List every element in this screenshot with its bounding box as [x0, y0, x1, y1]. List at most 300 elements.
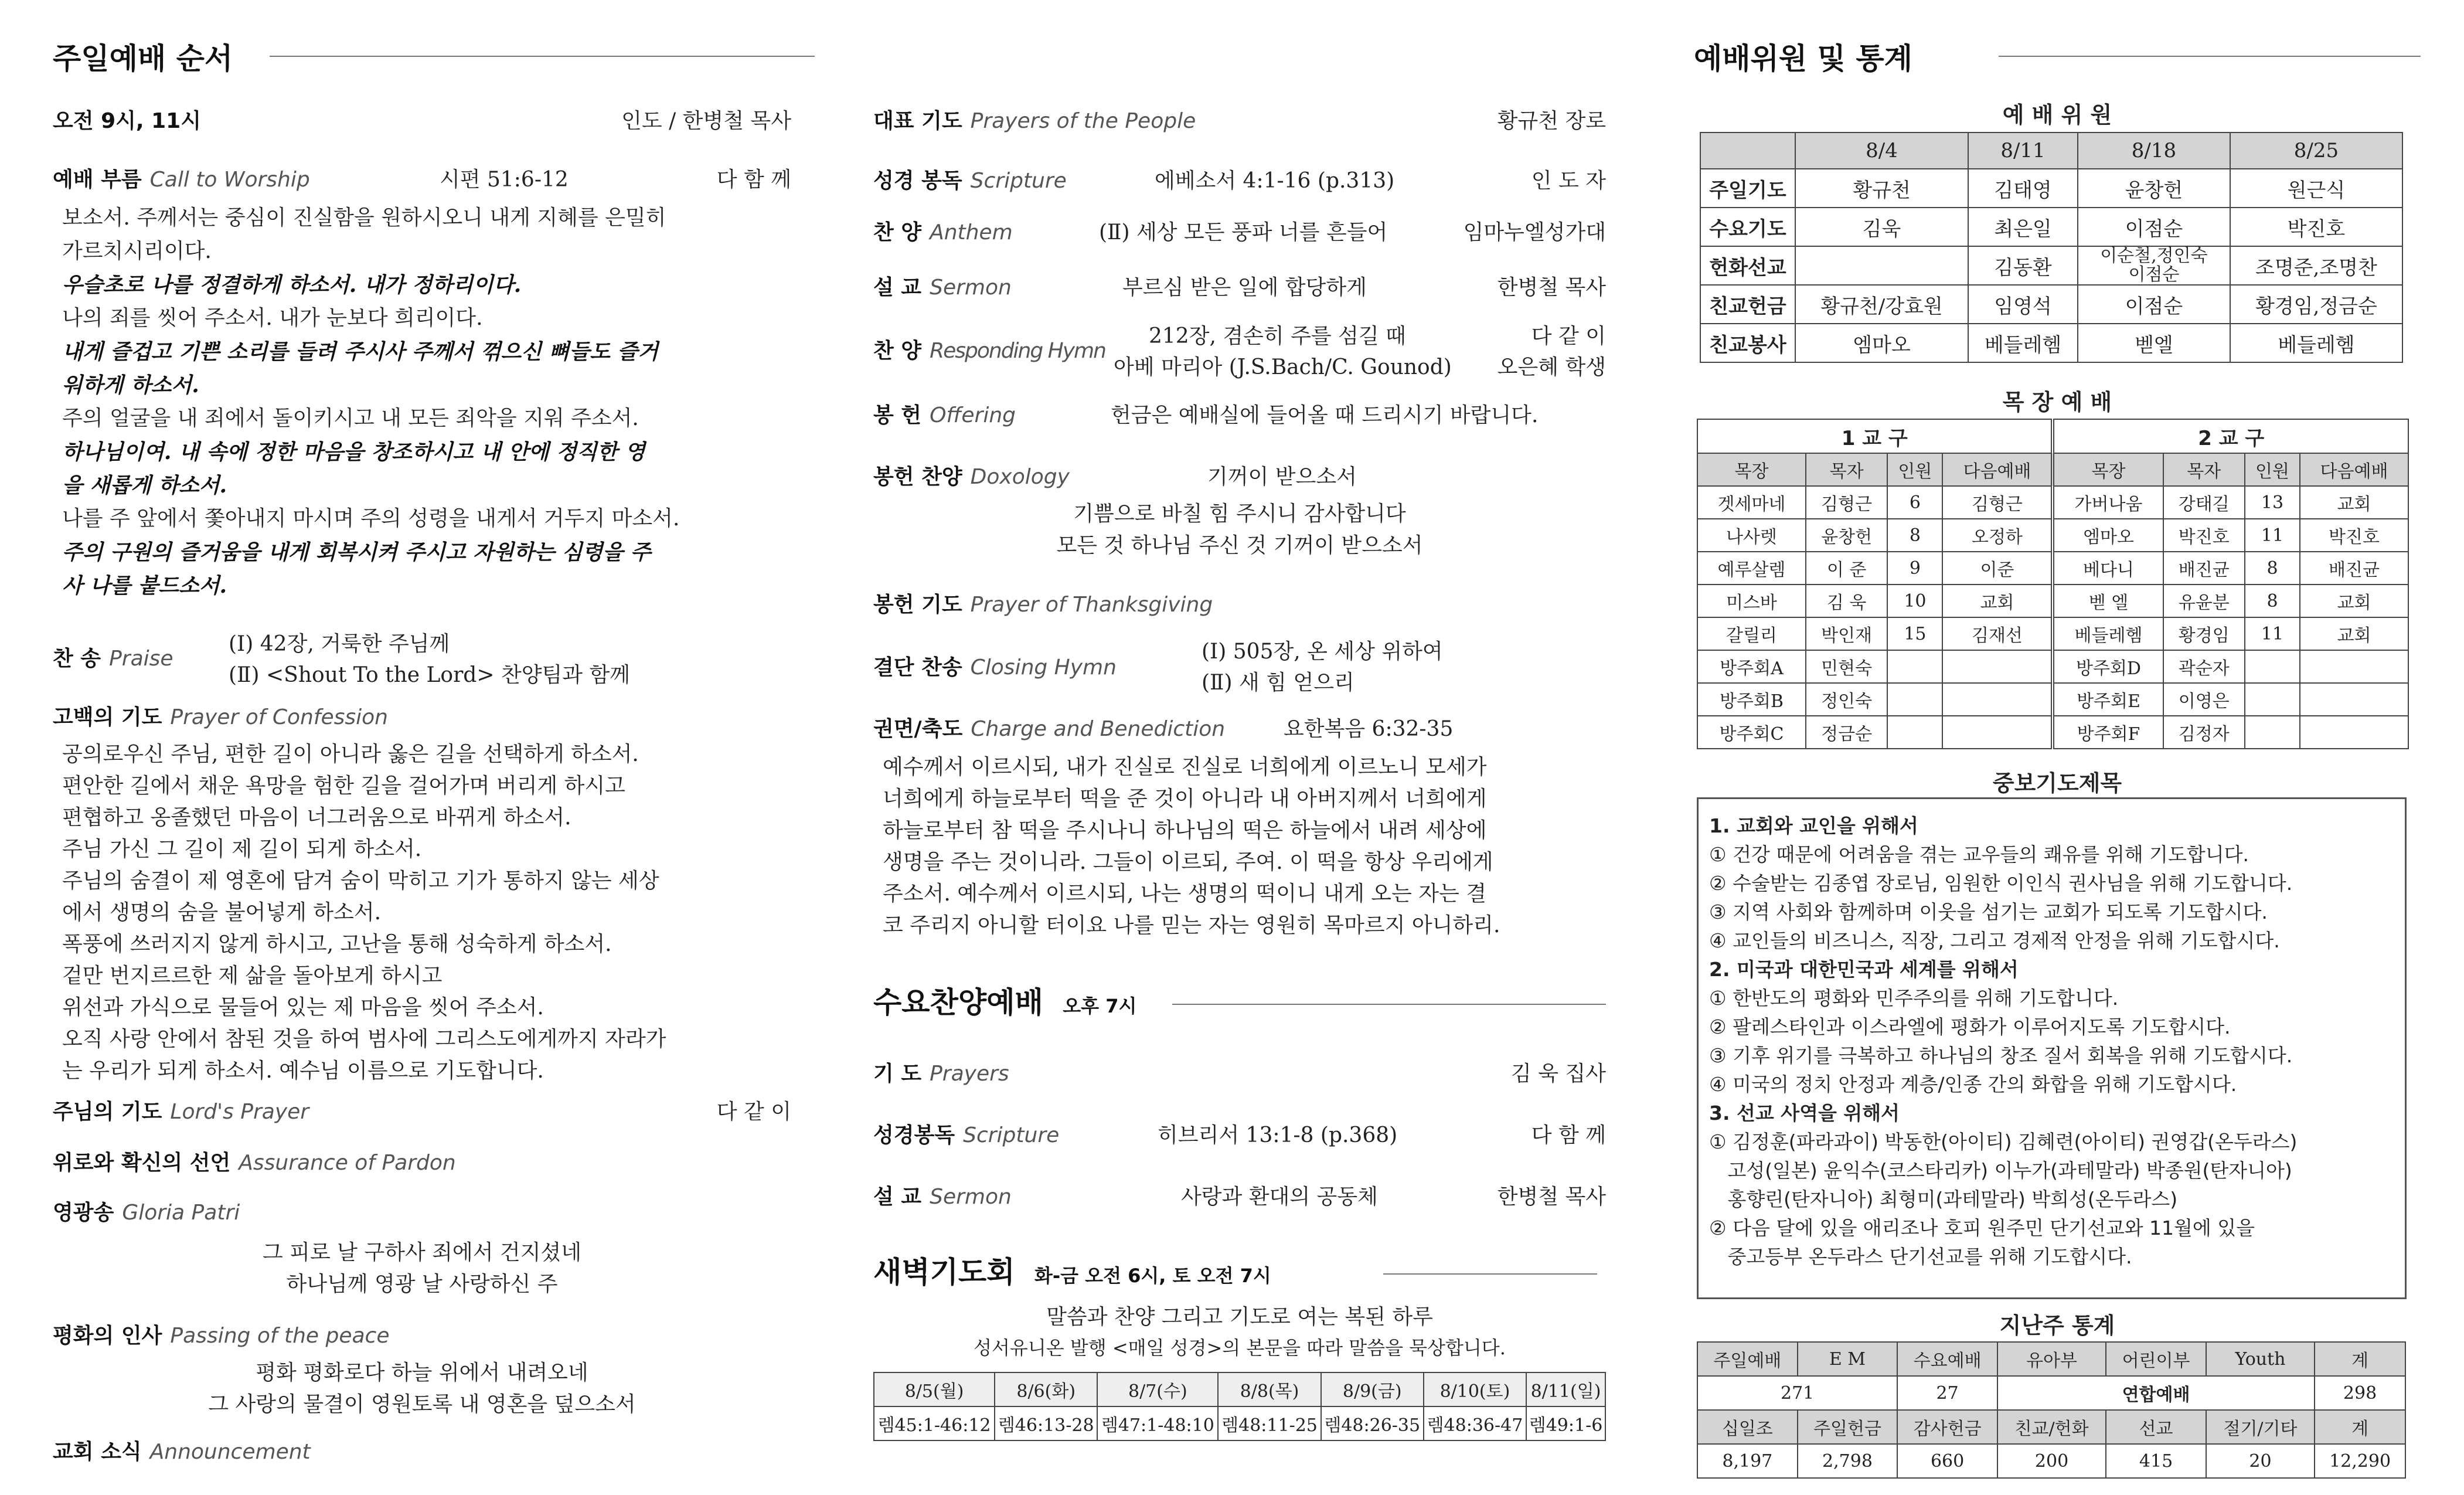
cell-value: 정인숙 [1806, 683, 1887, 716]
intercession-item: ② 팔레스타인과 이스라엘에 평화가 이루어지도록 기도합시다. [1709, 1015, 2231, 1038]
committee-role: 친교봉사 [1700, 324, 1795, 362]
thanksgiving-row [873, 588, 1606, 618]
committee-row [1700, 285, 2402, 324]
anthem-row [873, 216, 1606, 246]
wed-prayer-who: 김 욱 집사 [1511, 1062, 1606, 1086]
cell-value: 배진균 [2300, 552, 2408, 585]
scripture-label: 성경 봉독 [873, 169, 962, 193]
cell-value: 8 [1887, 519, 1942, 552]
cell-value [1887, 683, 1942, 716]
dawn-rule [1383, 1273, 1597, 1275]
stats-header: 절기/기타 [2206, 1410, 2315, 1444]
confession-line: 폭풍에 쓰러지지 않게 하시고, 고난을 통해 성숙하게 하소서. [62, 932, 612, 956]
committee-role: 헌화선교 [1700, 246, 1795, 285]
cell-header: 다음예배 [2300, 453, 2408, 486]
cell-value: 방주회D [2053, 650, 2163, 683]
cell-table [1697, 419, 2409, 749]
dawn-days-row [874, 1372, 1605, 1406]
cell-value: 김정자 [2163, 716, 2245, 749]
peace-line-2: 그 사랑의 물결이 영원토록 내 영혼을 덮으소서 [208, 1392, 636, 1416]
wed-sermon-en: Sermon [930, 1185, 1012, 1209]
john-line: 하늘로부터 참 떡을 주시나니 하나님의 떡은 하늘에서 내려 세상에 [883, 818, 1487, 842]
psalm-line: 보소서. 주께서는 중심이 진실함을 원하시오니 내게 지혜를 은밀히 [62, 206, 666, 230]
cell-value: 방주회A [1697, 650, 1806, 683]
cell-value: 미스바 [1697, 585, 1806, 617]
cell-value: 배진균 [2163, 552, 2245, 585]
dawn-title-row [873, 1249, 1271, 1291]
cell-value: 김형근 [1806, 486, 1887, 519]
right-title-rule [1999, 56, 2421, 57]
cell-value [1942, 716, 2053, 749]
cell-value [1942, 650, 2053, 683]
cell-row [1697, 486, 2408, 519]
dawn-ref-cell: 렘47:1-48:10 [1097, 1406, 1218, 1440]
committee-cell: 박진호 [2230, 208, 2402, 246]
sermon-title: 부르심 받은 일에 합당하게 [1122, 276, 1367, 300]
cell-value [2300, 650, 2408, 683]
stats-joint: 연합예배 [1997, 1376, 2315, 1410]
cell-value: 방주회B [1697, 683, 1806, 716]
intercession-item: ① 한반도의 평화와 민주주의를 위해 기도합니다. [1709, 987, 2119, 1010]
gloria-label: 영광송 [53, 1201, 114, 1225]
intercession-heading: 1. 교회와 교인을 위해서 [1709, 814, 1918, 837]
stats-wed: 27 [1897, 1376, 1997, 1410]
cell-value [1887, 650, 1942, 683]
peace-label: 평화의 인사 [53, 1324, 162, 1348]
confession-line: 주님의 숨결이 제 영혼에 담겨 숨이 막히고 기가 통하지 않는 세상 [62, 869, 659, 893]
thanksgiving-en: Prayer of Thanksgiving [970, 593, 1213, 617]
john-line: 주소서. 예수께서 이르시되, 나는 생명의 떡이니 내게 오는 자는 결 [883, 882, 1487, 906]
closing-en: Closing Hymn [970, 655, 1117, 679]
people-prayer-who: 황규천 장로 [1497, 109, 1606, 133]
lords-prayer-en: Lord's Prayer [170, 1100, 309, 1124]
wed-sermon-row [873, 1180, 1606, 1210]
call-ref: 시편 51:6-12 [440, 168, 569, 192]
anthem-en: Anthem [930, 220, 1013, 244]
wed-scripture-row [873, 1119, 1606, 1149]
closing-label: 결단 찬송 [873, 655, 962, 679]
dawn-day-cell: 8/10(토) [1424, 1372, 1526, 1406]
confession-line: 는 우리가 되게 하소서. 예수님 이름으로 기도합니다. [62, 1059, 544, 1083]
committee-cell: 이점순 [2078, 285, 2230, 324]
stats-value: 8,197 [1697, 1444, 1798, 1478]
dawn-line-1: 말씀과 찬양 그리고 기도로 여는 복된 하루 [1046, 1305, 1433, 1329]
cell-value: 박진호 [2163, 519, 2245, 552]
cell-value [2300, 683, 2408, 716]
intercession-item: 중고등부 온두라스 단기선교를 위해 기도합시다. [1709, 1245, 2132, 1268]
wed-title: 수요찬양예배 [873, 986, 1043, 1020]
people-prayer-label: 대표 기도 [873, 109, 962, 133]
cell-value: 김 욱 [1806, 585, 1887, 617]
right-column [1694, 29, 2421, 1472]
cell-value: 오정하 [1942, 519, 2053, 552]
intercession-item: ② 수술받는 김종엽 장로님, 임원한 이인식 권사님을 위해 기도합니다. [1709, 872, 2293, 895]
cell-value: 겟세마네 [1697, 486, 1806, 519]
cell-value [2245, 683, 2300, 716]
thanksgiving-label: 봉헌 기도 [873, 593, 962, 617]
cell-group-row [1697, 419, 2408, 453]
dawn-ref-cell: 렘48:36-47 [1424, 1406, 1526, 1440]
committee-cell: 베들레헴 [1968, 324, 2078, 362]
sermon-row [873, 271, 1606, 301]
doxology-row [873, 460, 1606, 490]
dawn-ref-cell: 렘45:1-46:12 [874, 1406, 995, 1440]
committee-header-row [1700, 132, 2402, 169]
charge-row [873, 712, 1606, 742]
wed-rule [1172, 1004, 1606, 1005]
committee-cell: 최은일 [1968, 208, 2078, 246]
psalm-line: 우슬초로 나를 정결하게 하소서. 내가 정하리이다. [62, 273, 522, 297]
anthem-label: 찬 양 [873, 220, 922, 244]
cell-value: 이 준 [1806, 552, 1887, 585]
page-title: 주일예배 순서 [53, 42, 233, 76]
psalm-line: 내게 즐겁고 기쁜 소리를 들려 주시사 주께서 꺾으신 뼈들도 즐거 [62, 339, 658, 364]
stats-value: 415 [2106, 1444, 2206, 1478]
committee-cell: 황규천/강효원 [1795, 285, 1968, 324]
dawn-day-cell: 8/7(수) [1097, 1372, 1218, 1406]
cell-row [1697, 552, 2408, 585]
intercession-heading: 3. 선교 사역을 위해서 [1709, 1102, 1900, 1124]
service-time-row [53, 104, 791, 134]
dawn-day-cell: 8/9(금) [1321, 1372, 1424, 1406]
cell-value [2245, 716, 2300, 749]
cell-header: 인원 [2245, 453, 2300, 486]
stats-value: 20 [2206, 1444, 2315, 1478]
responding-who-1: 다 같 이 [1531, 324, 1606, 348]
sermon-en: Sermon [930, 276, 1012, 300]
dawn-refs-row [874, 1406, 1605, 1440]
dawn-ref-cell: 렘48:11-25 [1218, 1406, 1321, 1440]
committee-cell: 김태영 [1968, 169, 2078, 208]
offering-label: 봉 헌 [873, 403, 922, 427]
announce-label: 교회 소식 [53, 1440, 142, 1464]
cell-value: 8 [2245, 585, 2300, 617]
stats-header-row-2 [1697, 1410, 2405, 1444]
sermon-label: 설 교 [873, 276, 922, 300]
stats-header: 십일조 [1697, 1410, 1798, 1444]
intercession-item: ④ 미국의 정치 안정과 계층/인종 간의 화합을 위해 기도합시다. [1709, 1073, 2237, 1096]
stats-row-2 [1697, 1444, 2405, 1478]
cell-row [1697, 650, 2408, 683]
cell-value: 예루살렘 [1697, 552, 1806, 585]
committee-role: 친교헌금 [1700, 285, 1795, 324]
assurance-en: Assurance of Pardon [239, 1151, 456, 1175]
cell-row [1697, 617, 2408, 650]
cell-value: 교회 [2300, 617, 2408, 650]
stats-header: 계 [2315, 1410, 2405, 1444]
lords-prayer-who: 다 같 이 [716, 1100, 791, 1124]
dawn-line-2: 성서유니온 발행 <매일 성경>의 본문을 따라 말씀을 묵상합니다. [974, 1337, 1506, 1359]
stats-title: 지난주 통계 [1999, 1313, 2115, 1338]
cell-value: 민현숙 [1806, 650, 1887, 683]
scripture-row [873, 164, 1606, 194]
wed-time: 오후 7시 [1063, 995, 1137, 1017]
cell-header: 목자 [1806, 453, 1887, 486]
intercession-title: 중보기도제목 [1992, 770, 2122, 796]
committee-cell: 원근식 [2230, 169, 2402, 208]
sermon-who: 한병철 목사 [1497, 276, 1606, 300]
confession-label: 고백의 기도 [53, 705, 162, 729]
cell-value: 갈릴리 [1697, 617, 1806, 650]
intercession-item: 홍향린(탄자니아) 최형미(과테말라) 박희성(온두라스) [1709, 1188, 2178, 1211]
group-1: 1 교 구 [1697, 419, 2053, 453]
assurance-label: 위로와 확신의 선언 [53, 1151, 231, 1175]
stats-header-row-1 [1697, 1342, 2405, 1376]
psalm-line: 을 새롭게 하소서. [62, 473, 227, 498]
wed-prayer-en: Prayers [930, 1062, 1009, 1086]
wed-title-row [873, 979, 1136, 1021]
committee-row [1700, 208, 2402, 246]
stats-header: 유아부 [1997, 1342, 2106, 1376]
dawn-ref-cell: 렘46:13-28 [995, 1406, 1097, 1440]
cell-value: 김형근 [1942, 486, 2053, 519]
confession-line: 편안한 길에서 채운 욕망을 험한 길을 걸어가며 버리게 하시고 [62, 774, 625, 798]
lords-prayer-label: 주님의 기도 [53, 1100, 162, 1124]
wed-sermon-title: 사랑과 환대의 공동체 [1181, 1185, 1378, 1209]
committee-title: 예 배 위 원 [2002, 102, 2112, 128]
call-label: 예배 부름 [53, 168, 142, 192]
committee-cell: 엠마오 [1795, 324, 1968, 362]
service-time: 오전 9시, 11시 [53, 109, 201, 133]
praise-line-1: (Ⅰ) 42장, 거룩한 주님께 [229, 632, 450, 656]
john-line: 너희에게 하늘로부터 떡을 준 것이 아니라 내 아버지께서 너희에게 [883, 787, 1487, 811]
cell-header: 목자 [2163, 453, 2245, 486]
people-prayer-row [873, 104, 1606, 134]
committee-row [1700, 169, 2402, 208]
stats-header: 수요예배 [1897, 1342, 1997, 1376]
cell-row [1697, 683, 2408, 716]
cell-value: 교회 [2300, 585, 2408, 617]
anthem-title: (Ⅱ) 세상 모든 풍파 너를 흔들어 [1099, 220, 1388, 244]
confession-line: 위선과 가식으로 물들어 있는 제 마음을 씻어 주소서. [62, 995, 544, 1020]
stats-header: 친교/헌화 [1997, 1410, 2106, 1444]
cell-value: 윤창헌 [1806, 519, 1887, 552]
stats-header: 계 [2315, 1342, 2405, 1376]
cell-value: 박인재 [1806, 617, 1887, 650]
cell-value: 방주회F [2053, 716, 2163, 749]
dawn-ref-cell: 렘48:26-35 [1321, 1406, 1424, 1440]
dawn-title: 새벽기도회 [873, 1255, 1015, 1289]
cell-value: 박진호 [2300, 519, 2408, 552]
committee-cell: 김욱 [1795, 208, 1968, 246]
john-line: 생명을 주는 것이니라. 그들이 이르되, 주여. 이 떡을 항상 우리에게 [883, 850, 1493, 874]
offering-row [873, 399, 1606, 429]
committee-cell: 황규천 [1795, 169, 1968, 208]
assurance-row [53, 1146, 791, 1176]
doxology-line-1: 기쁨으로 바칠 힘 주시니 감사합니다 [1073, 502, 1406, 526]
cell-row [1697, 585, 2408, 617]
cell-value: 가버나움 [2053, 486, 2163, 519]
committee-corner [1700, 132, 1795, 169]
cell-value: 이영은 [2163, 683, 2245, 716]
wed-scripture-en: Scripture [963, 1123, 1060, 1147]
wed-prayer-row [873, 1057, 1606, 1087]
cell-value: 6 [1887, 486, 1942, 519]
closing-line-1: (Ⅰ) 505장, 온 세상 위하여 [1202, 640, 1443, 664]
announce-en: Announcement [149, 1440, 311, 1464]
charge-en: Charge and Benediction [971, 717, 1226, 741]
cell-value: 교회 [1942, 585, 2053, 617]
cell-value: 베다니 [2053, 552, 2163, 585]
scripture-who: 인 도 자 [1531, 169, 1606, 193]
committee-cell: 조명준,조명찬 [2230, 246, 2402, 285]
stats-header: E M [1798, 1342, 1898, 1376]
left-column [53, 29, 791, 1472]
cell-value: 황경임 [2163, 617, 2245, 650]
stats-value: 12,290 [2315, 1444, 2405, 1478]
committee-cell: 윤창헌 [2078, 169, 2230, 208]
intercession-item: ④ 교인들의 비즈니스, 직장, 그리고 경제적 안정을 위해 기도합시다. [1709, 929, 2280, 952]
doxology-label: 봉헌 찬양 [873, 465, 962, 489]
cell-value: 김재선 [1942, 617, 2053, 650]
closing-line-2: (Ⅱ) 새 힘 얻으리 [1202, 671, 1354, 695]
announce-row [53, 1435, 791, 1465]
doxology-title: 기꺼이 받으소서 [1207, 465, 1357, 489]
cell-row [1697, 716, 2408, 749]
psalm-line: 가르치시리이다. [62, 239, 212, 263]
intercession-heading: 2. 미국과 대한민국과 세계를 위해서 [1709, 958, 2019, 981]
psalm-line: 주의 얼굴을 내 죄에서 돌이키시고 내 모든 죄악을 지워 주소서. [62, 406, 639, 430]
committee-row [1700, 246, 2402, 285]
dawn-day-cell: 8/5(월) [874, 1372, 995, 1406]
responding-who-2: 오은혜 학생 [1497, 355, 1606, 379]
wed-sermon-who: 한병철 목사 [1497, 1185, 1606, 1209]
responding-line-1: 212장, 겸손히 주를 섬길 때 [1149, 324, 1406, 348]
committee-role: 주일기도 [1700, 169, 1795, 208]
intercession-item: 고성(일본) 윤익수(코스타리카) 이누가(과테말라) 박종원(탄자니아) [1709, 1159, 2292, 1182]
cell-value: 나사렛 [1697, 519, 1806, 552]
stats-value: 200 [1997, 1444, 2106, 1478]
wed-sermon-label: 설 교 [873, 1185, 922, 1209]
lords-prayer-row [53, 1095, 791, 1125]
psalm-line: 사 나를 붙드소서. [62, 573, 227, 598]
stats-value: 2,798 [1798, 1444, 1898, 1478]
dawn-table [873, 1372, 1606, 1441]
committee-cell: 황경임,정금순 [2230, 285, 2402, 324]
cell-header: 인원 [1887, 453, 1942, 486]
committee-cell [1795, 246, 1968, 285]
call-to-worship-row [53, 163, 791, 193]
confession-line: 겉만 번지르르한 제 삶을 돌아보게 하시고 [62, 964, 443, 988]
stats-total: 298 [2315, 1376, 2405, 1410]
wed-prayer-label: 기 도 [873, 1062, 922, 1086]
stats-header: Youth [2206, 1342, 2315, 1376]
committee-cell: 이순철,정인숙 이점순 [2078, 246, 2230, 285]
group-2: 2 교 구 [2053, 419, 2408, 453]
cell-value: 정금순 [1806, 716, 1887, 749]
cell-value: 유윤분 [2163, 585, 2245, 617]
offering-en: Offering [930, 403, 1016, 427]
confession-line: 편협하고 옹졸했던 마음이 너그러움으로 바뀌게 하소서. [62, 806, 571, 830]
middle-column [873, 29, 1606, 1472]
gloria-row [53, 1196, 791, 1226]
cell-value: 엠마오 [2053, 519, 2163, 552]
gloria-line-1: 그 피로 날 구하사 죄에서 건지셨네 [262, 1241, 582, 1265]
confession-row [53, 701, 791, 730]
cell-value: 8 [2245, 552, 2300, 585]
committee-role: 수요기도 [1700, 208, 1795, 246]
confession-line: 주님 가신 그 길이 제 길이 되게 하소서. [62, 837, 422, 861]
cell-value: 곽순자 [2163, 650, 2245, 683]
confession-en: Prayer of Confession [170, 705, 388, 729]
peace-line-1: 평화 평화로다 하늘 위에서 내려오네 [256, 1361, 588, 1385]
stats-value: 660 [1897, 1444, 1997, 1478]
wed-scripture-who: 다 함 께 [1531, 1123, 1606, 1147]
cell-value: 13 [2245, 486, 2300, 519]
committee-date: 8/4 [1795, 132, 1968, 169]
psalm-line: 워하게 하소서. [62, 373, 199, 397]
cell-value [2245, 650, 2300, 683]
stats-table [1697, 1341, 2406, 1479]
scripture-ref: 에베소서 4:1-16 (p.313) [1155, 169, 1395, 193]
cell-row [1697, 519, 2408, 552]
committee-date: 8/18 [2078, 132, 2230, 169]
responding-label: 찬 양 [873, 339, 922, 363]
charge-label: 권면/축도 [873, 717, 963, 741]
doxology-en: Doxology [970, 465, 1070, 489]
psalm-line: 나의 죄를 씻어 주소서. 내가 눈보다 희리이다. [62, 306, 483, 330]
responding-line-2: 아베 마리아 (J.S.Bach/C. Gounod) [1114, 355, 1452, 379]
cell-value [2300, 716, 2408, 749]
stats-header: 어린이부 [2106, 1342, 2206, 1376]
gloria-en: Gloria Patri [122, 1201, 240, 1225]
psalm-line: 주의 구원의 즐거움을 내게 회복시켜 주시고 자원하는 심령을 주 [62, 540, 651, 565]
right-title: 예배위원 및 통계 [1694, 42, 1912, 76]
cell-value: 강태길 [2163, 486, 2245, 519]
doxology-line-2: 모든 것 하나님 주신 것 기꺼이 받으소서 [1056, 534, 1423, 558]
call-who: 다 함 께 [716, 168, 791, 192]
confession-line: 오직 사랑 안에서 참된 것을 하여 범사에 그리스도에게까지 자라가 [62, 1027, 666, 1051]
charge-ref: 요한복음 6:32-35 [1284, 717, 1454, 741]
stats-header: 선교 [2106, 1410, 2206, 1444]
intercession-item: ③ 지역 사회와 함께하며 이웃을 섬기는 교회가 되도록 기도합시다. [1709, 901, 2268, 923]
stats-row-1 [1697, 1376, 2405, 1410]
confession-line: 에서 생명의 숨을 불어넣게 하소서. [62, 901, 382, 925]
psalm-line: 나를 주 앞에서 쫓아내지 마시며 주의 성령을 내게서 거두지 마소서. [62, 507, 680, 531]
offering-text: 헌금은 예배실에 들어올 때 드리시기 바랍니다. [1111, 403, 1539, 427]
cell-value: 9 [1887, 552, 1942, 585]
confession-line: 공의로우신 주님, 편한 길이 아니라 옳은 길을 선택하게 하소서. [62, 742, 639, 766]
committee-cell: 김동환 [1968, 246, 2078, 285]
stats-header: 주일예배 [1697, 1342, 1798, 1376]
intercession-item: ① 김정훈(파라과이) 박동한(아이티) 김혜련(아이티) 권영갑(온두라스) [1709, 1130, 2298, 1153]
cell-header: 목장 [2053, 453, 2163, 486]
psalm-line: 하나님이여. 내 속에 정한 마음을 창조하시고 내 안에 정직한 영 [62, 440, 645, 464]
cell-title: 목 장 예 배 [2002, 389, 2112, 415]
committee-cell: 이점순 [2078, 208, 2230, 246]
leader: 인도 / 한병철 목사 [621, 109, 791, 133]
dawn-day-cell: 8/11(일) [1526, 1372, 1605, 1406]
cell-value: 11 [2245, 617, 2300, 650]
stats-header: 감사헌금 [1897, 1410, 1997, 1444]
cell-value: 11 [2245, 519, 2300, 552]
cell-value: 베들레헴 [2053, 617, 2163, 650]
praise-en: Praise [109, 647, 173, 671]
praise-label: 찬 송 [53, 647, 101, 671]
dawn-ref-cell: 렘49:1-6 [1526, 1406, 1605, 1440]
cell-value: 교회 [2300, 486, 2408, 519]
stats-header: 주일헌금 [1798, 1410, 1898, 1444]
intercession-item: ③ 기후 위기를 극복하고 하나님의 창조 질서 회복을 위해 기도합시다. [1709, 1044, 2293, 1067]
praise-line-2: (Ⅱ) <Shout To the Lord> 찬양팀과 함께 [229, 663, 631, 687]
committee-cell: 베들레헴 [2230, 324, 2402, 362]
cell-value [1942, 683, 2053, 716]
intercession-item: ① 건강 때문에 어려움을 겪는 교우들의 쾌유를 위해 기도합니다. [1709, 843, 2249, 866]
dawn-time: 화-금 오전 6시, 토 오전 7시 [1034, 1265, 1271, 1287]
dawn-day-cell: 8/6(화) [995, 1372, 1097, 1406]
cell-value: 15 [1887, 617, 1942, 650]
john-line: 코 주리지 아니할 터이요 나를 믿는 자는 영원히 목마르지 아니하리. [883, 913, 1500, 937]
